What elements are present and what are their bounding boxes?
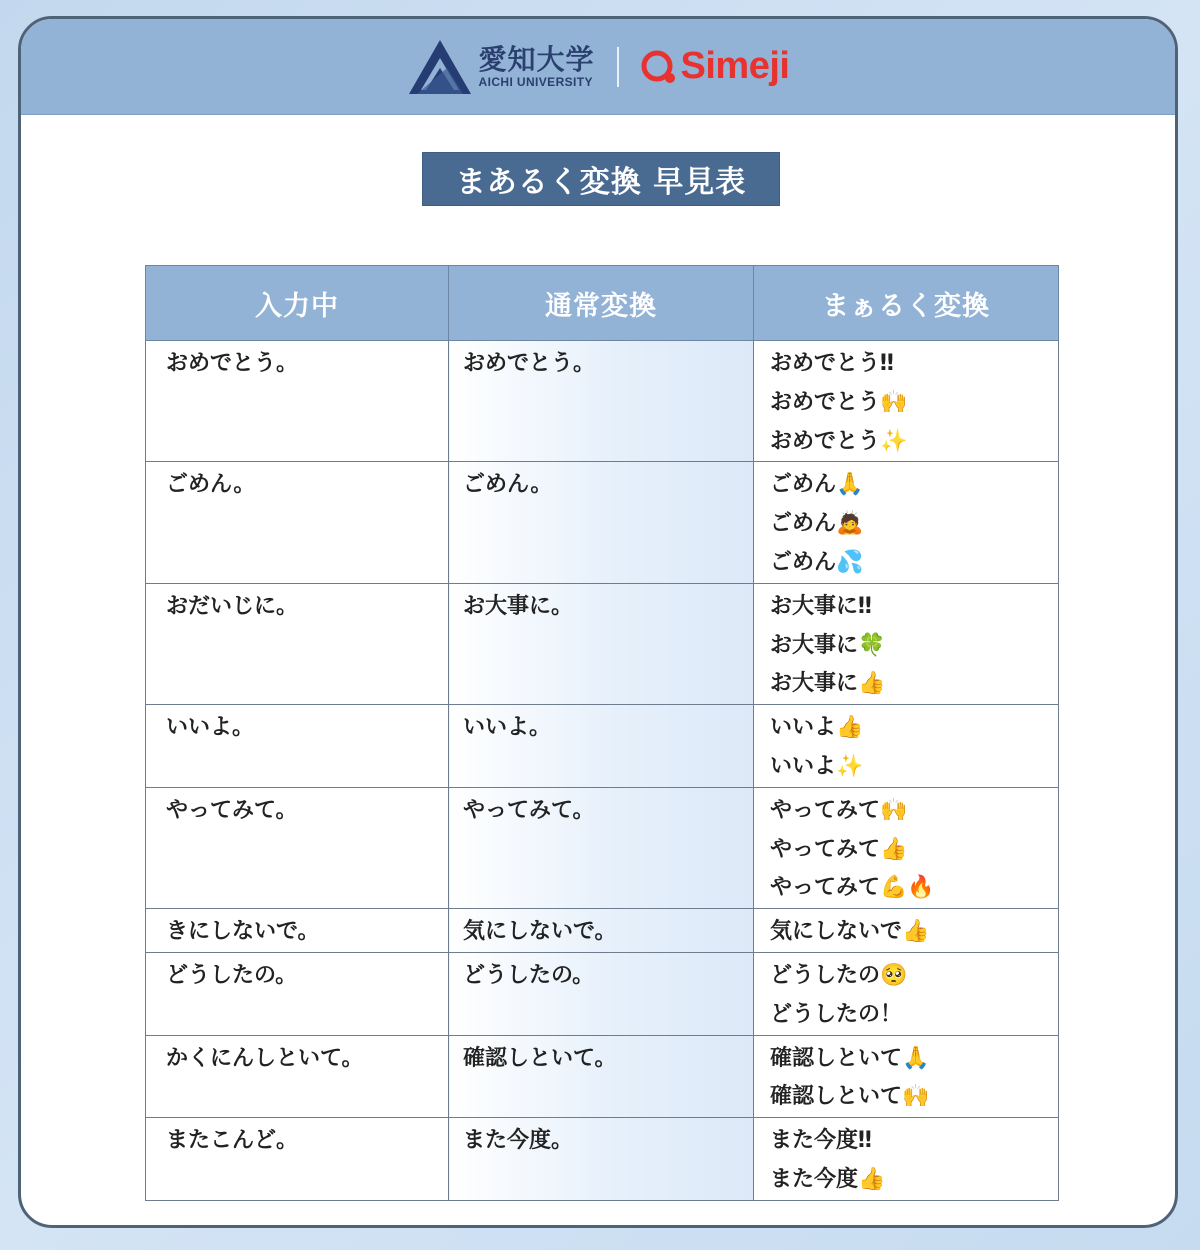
aichi-logo-jp: 愛知大学 [478, 42, 595, 76]
maaruku-variant: また今度‼ [770, 1128, 872, 1154]
table-row [146, 341, 1059, 462]
cell-input: ごめん。 [146, 462, 449, 583]
maaruku-variant: また今度👍 [770, 1166, 886, 1192]
table-row [146, 705, 1059, 788]
maaruku-variant: おめでとう🙌 [770, 389, 908, 415]
cell-maaruku [754, 583, 1059, 704]
cell-normal: 確認しといて。 [449, 1035, 754, 1118]
column-header-normal: 通常変換 [449, 266, 754, 341]
cell-maaruku [754, 1118, 1059, 1201]
page-title: まあるく変換 早見表 [422, 152, 780, 206]
simeji-logo [639, 45, 790, 88]
cell-input: どうしたの。 [146, 952, 449, 1035]
table-row [146, 462, 1059, 583]
logo-divider [617, 47, 619, 87]
aichi-triangle-icon [407, 38, 473, 96]
cell-maaruku [754, 1035, 1059, 1118]
table-row [146, 1118, 1059, 1201]
cell-maaruku [754, 341, 1059, 462]
cell-normal: 気にしないで。 [449, 909, 754, 953]
cell-normal: おめでとう。 [449, 341, 754, 462]
cell-input: おめでとう。 [146, 341, 449, 462]
cell-normal: お大事に。 [449, 583, 754, 704]
maaruku-variant: やってみて🙌 [770, 797, 908, 823]
cell-normal: ごめん。 [449, 462, 754, 583]
simeji-logo-text: Simeji [680, 45, 790, 87]
maaruku-variant: やってみて👍 [770, 836, 908, 862]
column-header-maaruku: まぁるく変換 [754, 266, 1059, 341]
table-row [146, 583, 1059, 704]
cell-maaruku [754, 909, 1059, 953]
maaruku-variant: いいよ👍 [770, 715, 864, 741]
aichi-logo-en: AICHI UNIVERSITY [478, 74, 593, 89]
header-bar [21, 19, 1175, 115]
table-header-row [146, 266, 1059, 341]
cell-normal: また今度。 [449, 1118, 754, 1201]
cell-input: またこんど。 [146, 1118, 449, 1201]
cell-input: かくにんしといて。 [146, 1035, 449, 1118]
maaruku-variant: ごめん🙇 [770, 511, 864, 537]
maaruku-variant: おめでとう✨ [770, 428, 908, 454]
maaruku-variant: ごめん🙏 [770, 472, 864, 498]
maaruku-variant: どうしたの！ [770, 1001, 903, 1027]
cell-normal: やってみて。 [449, 787, 754, 908]
table-row [146, 1035, 1059, 1118]
maaruku-variant: どうしたの🥺 [770, 962, 908, 988]
maaruku-variant: 気にしないで👍 [770, 919, 930, 945]
maaruku-variant: 確認しといて🙏 [770, 1045, 930, 1071]
quick-reference-card [18, 16, 1178, 1228]
cell-input: いいよ。 [146, 705, 449, 788]
table-row [146, 952, 1059, 1035]
cell-input: おだいじに。 [146, 583, 449, 704]
cell-maaruku [754, 952, 1059, 1035]
aichi-logo-text [478, 42, 595, 89]
cell-maaruku [754, 462, 1059, 583]
maaruku-variant: お大事に👍 [770, 671, 886, 697]
maaruku-variant: 確認しといて🙌 [770, 1084, 930, 1110]
simeji-speech-icon [639, 47, 679, 87]
cell-normal: いいよ。 [449, 705, 754, 788]
maaruku-variant: いいよ✨ [770, 753, 864, 779]
cell-maaruku [754, 787, 1059, 908]
maaruku-variant: ごめん💦 [770, 549, 864, 575]
conversion-table [145, 265, 1059, 1201]
maaruku-variant: お大事に🍀 [770, 632, 886, 658]
maaruku-variant: やってみて💪🔥 [770, 875, 935, 901]
cell-normal: どうしたの。 [449, 952, 754, 1035]
table-row [146, 787, 1059, 908]
cell-input: きにしないで。 [146, 909, 449, 953]
aichi-university-logo [407, 38, 595, 96]
table-row [146, 909, 1059, 953]
maaruku-variant: お大事に‼ [770, 593, 872, 619]
table-body [146, 341, 1059, 1201]
cell-maaruku [754, 705, 1059, 788]
cell-input: やってみて。 [146, 787, 449, 908]
column-header-input: 入力中 [146, 266, 449, 341]
maaruku-variant: おめでとう‼ [770, 351, 894, 376]
